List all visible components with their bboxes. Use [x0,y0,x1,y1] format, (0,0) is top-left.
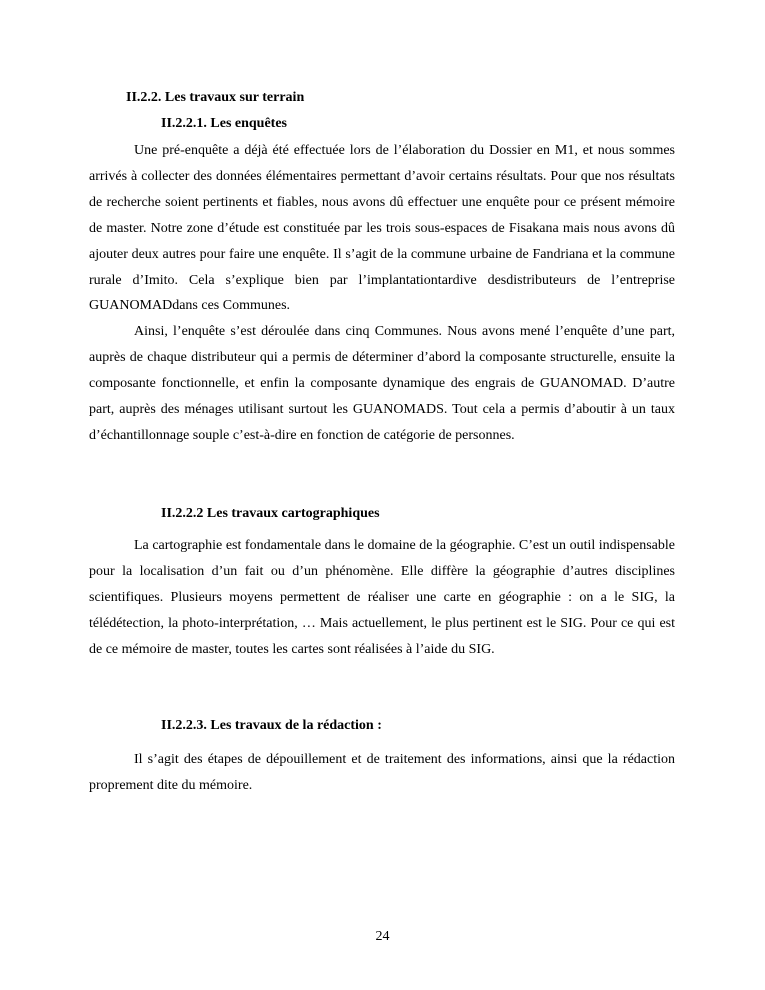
subsection-heading-enquetes: II.2.2.1. Les enquêtes [161,116,288,131]
paragraph-enquetes-1: Une pré-enquête a déjà été effectuée lors de l’élaboration du Dossier en M1, et nous sommes arrivés à collecter des données élémentaires permettant d’avoir certains résultats. Pour que nos résultats de recherche soient pertinents et fiables, nous avons dû effectuer une enquête pour ce présent mémoire de master. Notre zone d’étude est constituée par les trois sous-espaces de Fisakana mais nous avons dû ajouter deux autres pour faire une enquête. Il s’agit de la commune urbaine de Fandriana et la commune rurale d’Imito. Cela s’explique bien par l’implantationtardive desdistributeurs de l’entreprise GUANOMADdans ces Communes. [89,143,675,314]
subsection-heading-cartographie: II.2.2.2 Les travaux cartographiques [161,506,380,521]
subsection-heading-redaction: II.2.2.3. Les travaux de la rédaction : [161,718,382,733]
paragraph-redaction: Il s’agit des étapes de dépouillement et de traitement des informations, ainsi que la rédaction proprement dite du mémoire. [89,752,675,793]
page-number: 24 [375,929,390,944]
paragraph-cartographie: La cartographie est fondamentale dans le domaine de la géographie. C’est un outil indispensable pour la localisation d’un fait ou d’un phénomène. Elle diffère la géographie d’autres disciplines scientifiques. Plusieurs moyens permettent de réaliser une carte en géographie : on a le SIG, la télédétection, la photo-interprétation, … Mais actuellement, le plus pertinent est le SIG. Pour ce qui est de ce mémoire de master, toutes les cartes sont réalisées à l’aide du SIG. [89,538,675,657]
section-heading: II.2.2. Les travaux sur terrain [126,90,305,105]
paragraph-enquetes-2: Ainsi, l’enquête s’est déroulée dans cinq Communes. Nous avons mené l’enquête d’une part, auprès de chaque distributeur qui a permis de déterminer d’abord la composante structurelle, ensuite la composante fonctionnelle, et enfin la composante dynamique des engrais de GUANOMAD. D’autre part, auprès des ménages utilisant surtout les GUANOMADS. Tout cela a permis d’aboutir à un taux d’échantillonnage souple c’est-à-dire en fonction de catégorie de personnes. [89,324,675,443]
